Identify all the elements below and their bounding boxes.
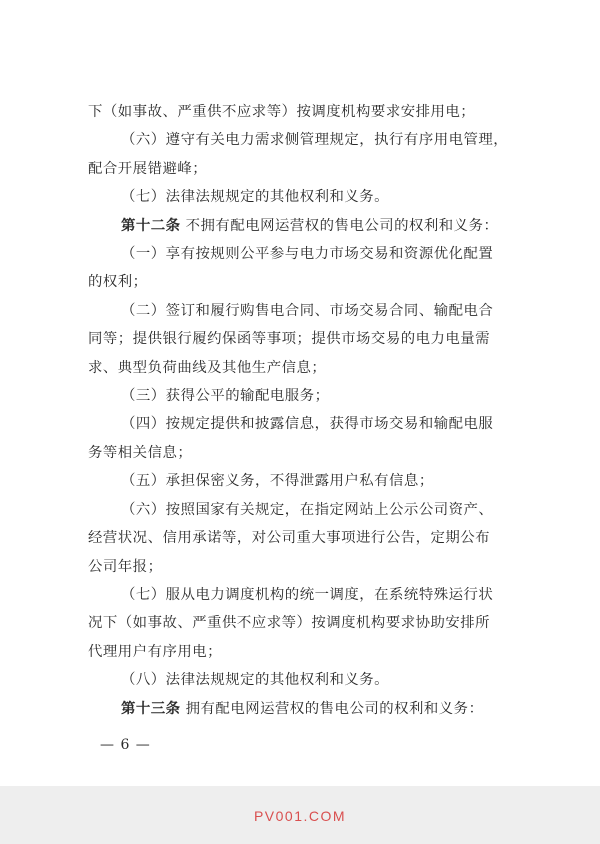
article-number: 第十二条	[121, 216, 181, 234]
article-text: 拥有配电网运营权的售电公司的权利和义务：	[180, 700, 484, 717]
text-line: 务等相关信息；	[88, 444, 193, 461]
text-line: （四）按规定提供和披露信息，获得市场交易和输配电服	[121, 416, 494, 433]
article-number: 第十三条	[121, 699, 181, 717]
text-line: 配合开展错避峰；	[88, 160, 208, 177]
text-line: 下（如事故、严重供不应求等）按调度机构要求安排用电；	[88, 104, 476, 120]
text-line: 求、典型负荷曲线及其他生产信息；	[88, 359, 327, 376]
document-body	[88, 98, 524, 723]
text-line: 代理用户有序用电；	[88, 643, 223, 660]
text-line: （八）法律法规规定的其他权利和义务。	[121, 672, 390, 689]
text-line: （七）法律法规规定的其他权利和义务。	[121, 189, 390, 206]
text-line: （二）签订和履行购售电合同、市场交易合同、输配电合	[121, 302, 494, 319]
text-line: （七）服从电力调度机构的统一调度，在系统特殊运行状	[121, 586, 494, 603]
text-line: 经营状况、信用承诺等，对公司重大事项进行公告，定期公布	[88, 530, 491, 547]
article-text: 不拥有配电网运营权的售电公司的权利和义务：	[180, 217, 499, 234]
text-line: （六）遵守有关电力需求侧管理规定，执行有序用电管理，	[121, 132, 509, 149]
text-line: 的权利；	[88, 274, 148, 291]
text-line: 同等；提供银行履约保函等事项；提供市场交易的电力电量需	[88, 331, 491, 348]
article-heading-line	[88, 212, 524, 240]
watermark: PV001.COM	[253, 808, 347, 824]
text-line: （一）享有按规则公平参与电力市场交易和资源优化配置	[121, 246, 494, 263]
text-line: 况下（如事故、严重供不应求等）按调度机构要求协助安排所	[88, 615, 491, 632]
article-heading-line	[88, 695, 524, 723]
text-line: （三）获得公平的输配电服务；	[121, 388, 330, 405]
page-number: — 6 —	[100, 737, 151, 753]
text-line: 公司年报；	[88, 558, 163, 575]
text-line: （五）承担保密义务，不得泄露用户私有信息；	[121, 473, 434, 490]
text-line: （六）按照国家有关规定，在指定网站上公示公司资产、	[121, 501, 494, 518]
